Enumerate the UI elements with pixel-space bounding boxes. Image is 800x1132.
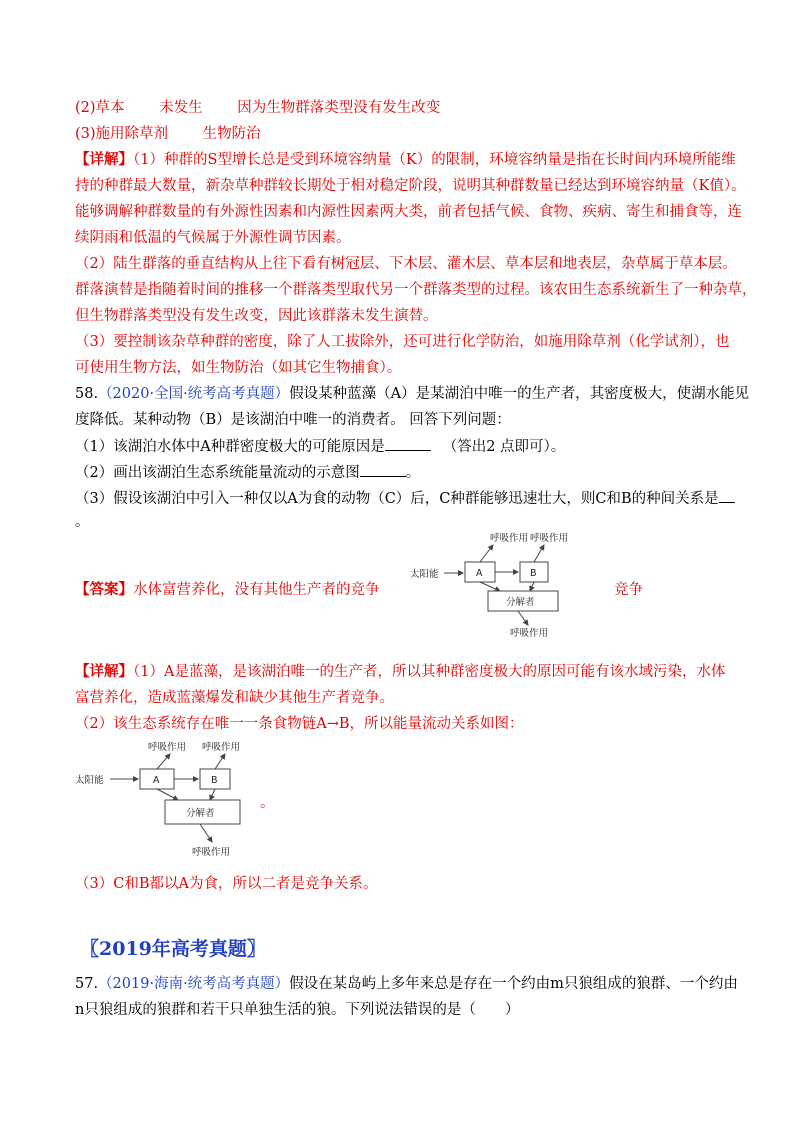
detail-prev-p1-l3: 能够调解种群数量的有外源性因素和内源性因素两大类，前者包括气候、食物、疾病、寄生和捕食等，连 [75, 204, 742, 220]
q58-sub1-post: （答出2 点即可）。 [442, 439, 566, 455]
answer-3: 竞争 [614, 582, 643, 598]
q58-sub1-text: （1）该湖泊水体中A种群密度极大的可能原因是 [75, 439, 385, 455]
node-b-label: B [211, 775, 218, 786]
q57-number: 57. [75, 976, 99, 992]
q58-stem: 假设某种蓝藻（A）是某湖泊中唯一的生产者，其密度极大，使湖水能见 [289, 386, 750, 402]
detail-text: （1）A是蓝藻，是该湖泊唯一的生产者，所以其种群密度极大的原因可能有该水域污染，水体 [133, 664, 726, 680]
q58-answer-line [75, 580, 380, 600]
q58-detail-l2: 富营养化，造成蓝藻爆发和缺少其他生产者竞争。 [75, 690, 394, 706]
q57-source: （2019·海南·统考高考真题） [98, 976, 290, 992]
resp-label: 呼吸作用 [510, 628, 549, 639]
detail-prev-p1-l2: 持的种群最大数量，新杂草种群较长期处于相对稳定阶段，说明其种群数量已经达到环境容纳量（K值）。 [75, 178, 746, 194]
answer-blank[interactable] [385, 436, 431, 451]
q58-sub1 [75, 436, 565, 457]
q58-stem-l2: 度降低。某种动物（B）是该湖泊中唯一的消费者。 回答下列问题： [75, 412, 511, 428]
q58-source: （2020·全国·统考高考真题） [98, 386, 290, 402]
q58-detail-l3: （2）该生态系统存在唯一一条食物链A→B，所以能量流动关系如图： [75, 716, 524, 732]
resp-label: 呼吸作用 [490, 533, 529, 544]
answer-tag: 【答案】 [75, 581, 133, 598]
answer-3-prefix: (3)施用除草剂 [75, 126, 169, 142]
answer-blank[interactable] [360, 462, 406, 477]
detail-text: （1）种群的S型增长总是受到环境容纳量（K）的限制，环境容纳量是指在长时间内环境所能维 [133, 152, 736, 168]
detail-prev-p1-l4: 续阴雨和低温的气候属于外源性调节因素。 [75, 230, 351, 246]
energy-flow-diagram-2 [70, 738, 280, 863]
q58-sub2 [75, 462, 420, 483]
answer-2-reason: 因为生物群落类型没有发生改变 [237, 100, 441, 116]
sun-label: 太阳能 [75, 775, 104, 786]
resp-label: 呼吸作用 [202, 742, 241, 753]
q58-number: 58. [75, 386, 99, 402]
decomposer-label: 分解者 [506, 597, 535, 608]
energy-flow-diagram-1 [400, 525, 580, 640]
sun-label: 太阳能 [410, 569, 439, 580]
resp-label: 呼吸作用 [148, 742, 187, 753]
q58-stem-l1 [75, 384, 749, 404]
node-b-label: B [530, 568, 537, 579]
q58-sub2-text: （2）画出该湖泊生态系统能量流动的示意图 [75, 465, 360, 481]
q57-stem-l2: n只狼组成的狼群和若干只单独生活的狼。下列说法错误的是（ ） [75, 1002, 520, 1018]
q58-detail-l4: （3）C和B都以A为食，所以二者是竞争关系。 [75, 876, 378, 892]
q57-stem-l1 [75, 974, 738, 994]
q58-detail-l1 [75, 662, 725, 682]
resp-label: 呼吸作用 [192, 847, 231, 858]
answer-line-3 [75, 124, 261, 144]
detail-prev-p2-l3: 但生物群落类型没有发生改变，因此该群落未发生演替。 [75, 308, 438, 324]
answer-line-2 [75, 98, 440, 118]
answer-3-mid: 生物防治 [202, 126, 261, 142]
detail-tag: 【详解】 [75, 151, 133, 168]
q57-stem: 假设在某岛屿上多年来总是存在一个约由m只狼组成的狼群、一个约由 [289, 976, 738, 992]
detail-prev-p2-l1: （2）陆生群落的垂直结构从上往下看有树冠层、下木层、灌木层、草本层和地表层，杂草属于草本层。 [75, 256, 737, 272]
section-heading-2019: 〖2019年高考真题〗 [80, 938, 266, 960]
answer-1: 水体富营养化，没有其他生产者的竞争 [133, 582, 380, 598]
q58-sub3-end: 。 [75, 514, 90, 530]
node-a-label: A [153, 775, 160, 786]
decomposer-label: 分解者 [186, 808, 215, 819]
answer-2-mid: 未发生 [159, 100, 203, 116]
detail-tag: 【详解】 [75, 663, 133, 680]
q58-detail-l3-end: 。 [260, 795, 275, 811]
detail-prev-p1-l1 [75, 150, 736, 170]
resp-label: 呼吸作用 [530, 533, 569, 544]
q58-sub3-text: （3）假设该湖泊中引入一种仅以A为食的动物（C）后，C种群能够迅速壮大，则C和B的种间关系是 [75, 491, 719, 507]
q58-sub2-post: 。 [405, 465, 421, 481]
q58-sub3 [75, 488, 735, 509]
answer-blank[interactable] [719, 488, 735, 503]
detail-prev-p2-l2: 群落演替是指随着时间的推移一个群落类型取代另一个群落类型的过程。该农田生态系统新生了一种杂草， [75, 282, 757, 298]
answer-2-prefix: (2)草本 [75, 100, 125, 116]
node-a-label: A [476, 568, 483, 579]
detail-prev-p3-l1: （3）要控制该杂草种群的密度，除了人工拔除外，还可进行化学防治，如施用除草剂（化学试剂），也 [75, 334, 730, 350]
detail-prev-p3-l2: 可使用生物方法，如生物防治（如其它生物捕食）。 [75, 360, 402, 376]
